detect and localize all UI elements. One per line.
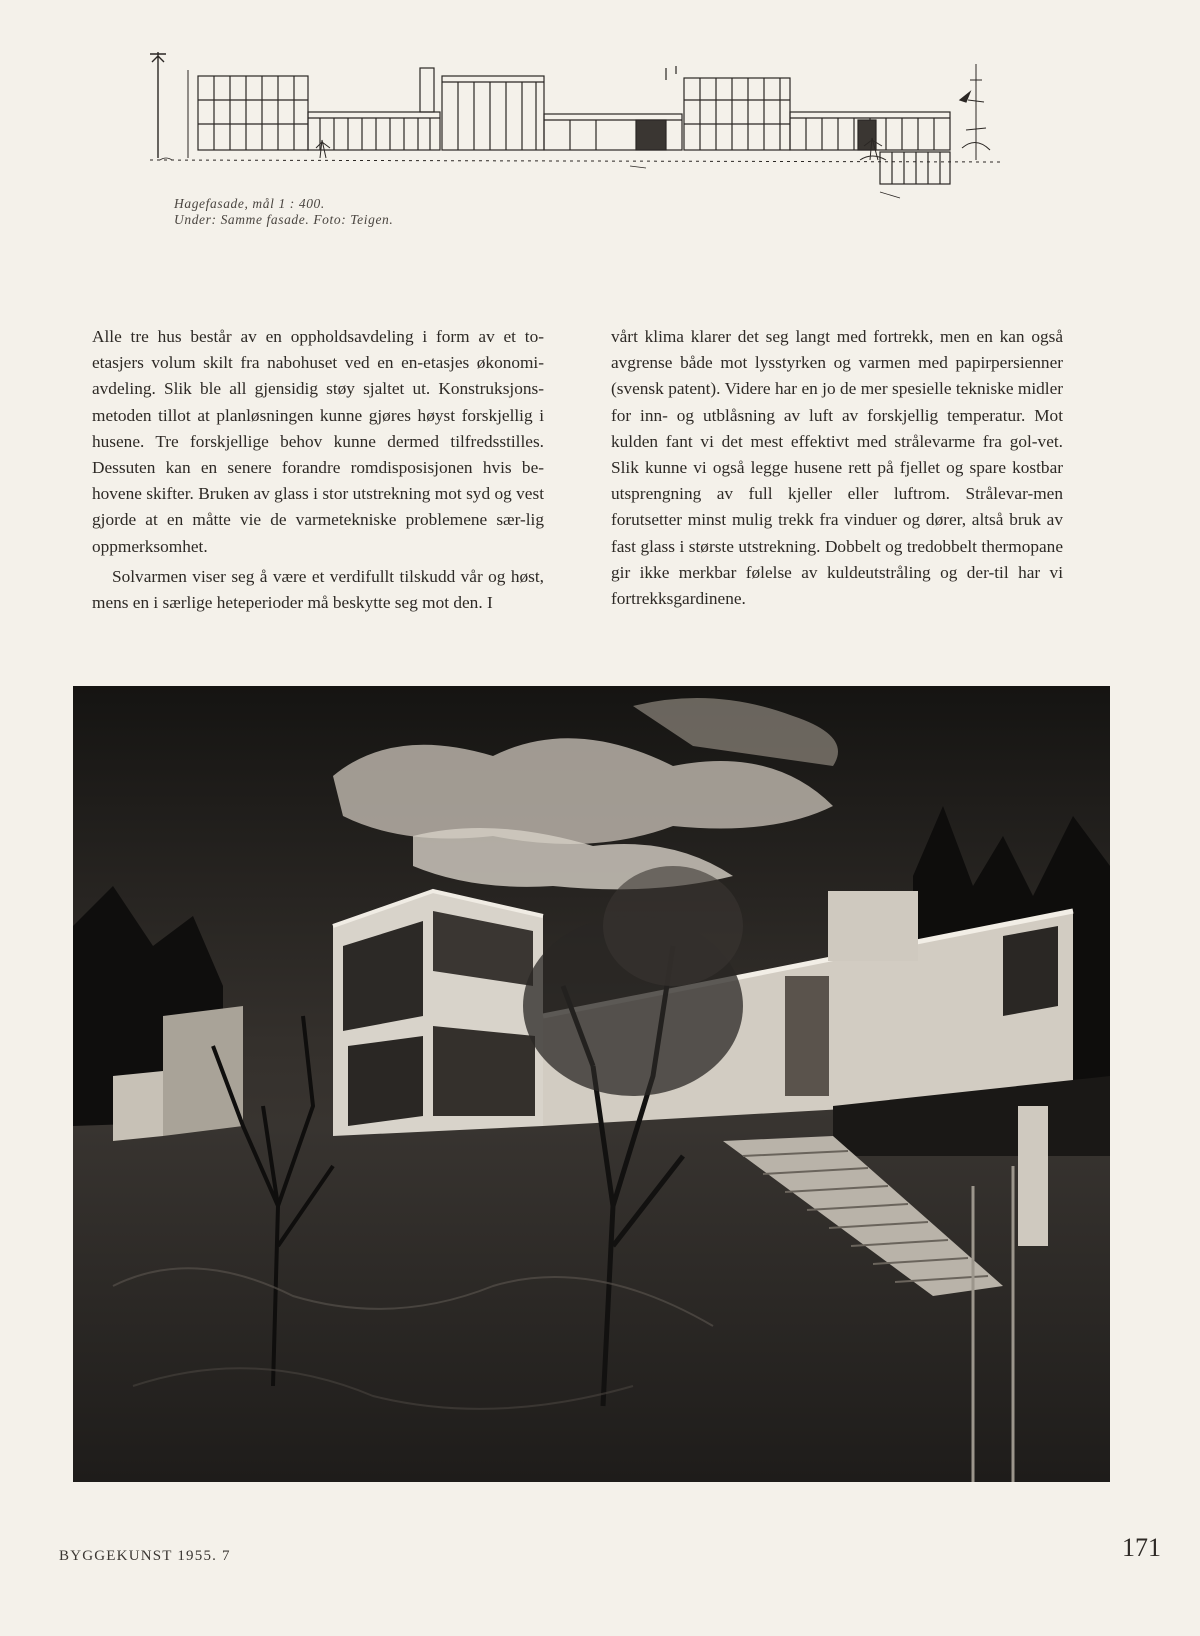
house-photograph: [73, 686, 1110, 1482]
caption-line: Under: Samme fasade. Foto: Teigen.: [174, 212, 394, 227]
paragraph: vårt klima klarer det seg langt med fortrekk, men en kan også avgrense både mot lysstyrken og varmen med papirpersienner (svensk patent). Videre har en jo de mer spesielle tekniske midler for inn- og utblåsning av luft av forskjellig temperatur. Mot kulden fant vi det mest effektivt med strålevarme fra gol-vet. Slik kunne vi også legge husene rett på fjellet og spare kostbar utsprengning av full kjeller eller luftrom. Strålevar-men forutsetter minst mulig trekk fra vinduer og dører, altså bruk av fast glass i største utstrekning. Dobbelt og tredobbelt thermopane gir ikke merkbar følelse av kuldeutstråling og der-til har vi fortrekksgardinene.: [611, 327, 1063, 609]
text-column-left: [92, 324, 544, 616]
journal-issue: BYGGEKUNST 1955. 7: [59, 1548, 231, 1564]
facade-elevation-drawing: [140, 40, 1040, 200]
page-number: 171: [1122, 1533, 1161, 1562]
paragraph: Solvarmen viser seg å være et verdifullt tilskudd vår og høst, mens en i særlige heteperioder må beskytte seg mot den. I: [92, 566, 544, 613]
figure-caption: [174, 196, 574, 228]
text-column-right: [611, 324, 1063, 612]
paragraph: Alle tre hus består av en oppholdsavdeling i form av et to-etasjers volum skilt fra nabohuset ved en en-etasjes økonomi-avdeling. Slik ble all gjensidig støy sjaltet ut. Konstruksjons-metoden tillot at planløsningen kunne gjøres høyst forskjellig i husene. Tre forskjellige behov kunne dermed tilfredsstilles. Dessuten kan en senere forandre romdisposisjonen hvis be-hovene skifter. Bruken av glass i stor utstrekning mot syd og vest gjorde at en måtte vie de varmetekniske problemene sær-lig oppmerksomhet.: [92, 327, 544, 556]
caption-line: Hagefasade, mål 1 : 400.: [174, 196, 325, 211]
